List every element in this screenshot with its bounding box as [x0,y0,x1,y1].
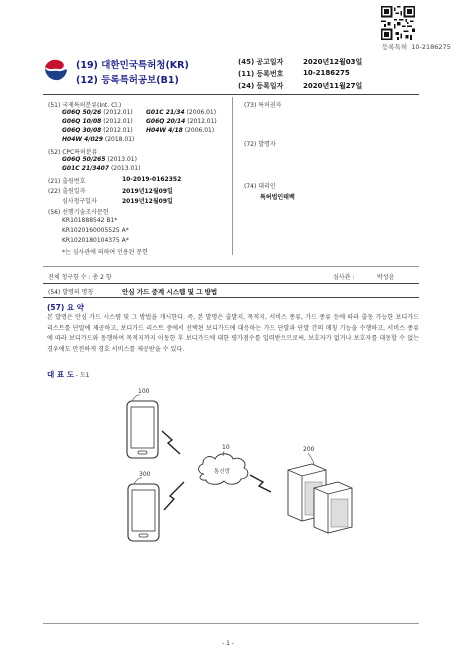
application-number-label: (21) 출원번호 [48,178,86,185]
exam-date: 2019년12월09일 [122,198,173,205]
column-divider [232,97,233,255]
ipc-date: (2012.01) [103,109,133,116]
leader-200 [308,453,314,464]
ipc-date: (2018.01) [104,136,135,143]
pub-date-code: (45) [238,58,255,66]
ipc-date: (2012.01) [187,118,217,125]
registration-header [382,42,451,51]
prior-art-label: (56) 선행기술조사문헌 [48,209,109,216]
publication-date-row [238,57,283,67]
application-date: 2019년12월09일 [122,188,173,195]
reg-number-label: 등록번호 [256,70,284,78]
ipc-code: G06Q 20/14 [146,118,186,125]
ipc-date: (2006.01) [184,127,215,134]
label-10: 10 [222,444,230,451]
title-top-divider [43,283,419,284]
representative-figure-label: 대 표 도 [47,370,74,379]
user-terminal [128,484,159,541]
page-number: - 1 - [222,640,234,647]
invention-title-label: (54) 발명의 명칭 [48,289,94,296]
wireless-link-user [164,482,184,510]
wireless-link-guard [162,431,180,454]
pub-date-label: 공고일자 [256,58,284,66]
claims-top-divider [43,266,419,267]
inventor-label: (72) 발명자 [244,141,276,148]
reg-number-code: (11) [238,70,255,78]
ipc-code: G01C 21/34 [146,109,185,116]
reg-date-value: 2020년11월27일 [303,82,363,90]
abstract-text: 본 발명은 안심 가드 시스템 및 그 방법을 개시한다. 즉, 본 발명은 출발지, 목적지, 서비스 종류, 가드 종류 등에 따라 출동 가능한 보디가드 리스트를 단말에 제공하고, 보디가드 리스트 중에서 선택된 보디가드에 대응하는 가드 단말과 단말 간의 매칭 기능을 수행하고, 서비스 종류에 따라 보디가드와 동행하여 목적지까지 이동한 후 보디가드에 대한 평가점수를 입력받으므로써, 보호자가 없거나 보호자를 대동할 수 없는 경우에도 안전하게 경호 서비스를 제공받을 수 있다. [47,314,419,353]
registration-label: 등록특허 [382,43,408,51]
footer-divider [43,623,419,624]
examiner-name: 박성윤 [377,274,395,281]
network-label: 통신망 [214,469,230,475]
ipc-label: (51) 국제특허분류(Int. Cl.) [48,102,122,109]
ipc-row [146,109,216,116]
cpc-date: (2013.01) [107,156,137,163]
abstract-heading: (57) 요 약 [47,303,85,312]
ipc-code: H04W 4/029 [62,136,103,143]
guard-terminal [127,401,158,458]
server [288,464,352,533]
agent-label: (74) 대리인 [244,183,276,190]
cpc-date: (2013.01) [110,165,141,172]
registration-number: 10-2186275 [411,43,451,51]
representative-figure [47,369,90,380]
ipc-row [62,127,133,134]
ipc-code: H04W 4/18 [146,127,183,134]
government-emblem [43,56,69,82]
ipc-date: (2012.01) [103,118,133,125]
ipc-date: (2012.01) [103,127,133,134]
header-divider [43,94,419,95]
ipc-code: G06Q 10/08 [62,118,102,125]
cpc-label: (52) CPC특허분류 [48,149,98,156]
qr-code [381,6,415,40]
cpc-row [62,165,140,172]
cpc-code: G01C 21/3407 [62,165,110,172]
agent-name: 특허법인태백 [260,194,295,201]
invention-title: 안심 가드 중계 시스템 및 그 방법 [122,288,218,296]
office-title: (19) 대한민국특허청(KR) [76,60,189,71]
examiner-label: 심사관 : [333,274,355,281]
application-number: 10-2019-0162352 [122,176,182,183]
pub-date-value: 2020년12월03일 [303,58,363,66]
ipc-code: G06Q 50/26 [62,109,102,116]
ipc-date: (2006.01) [186,109,217,116]
publication-type: (12) 등록특허공보(B1) [76,75,179,86]
label-300: 300 [139,471,151,478]
patentee-label: (73) 특허권자 [244,102,282,109]
label-200: 200 [303,446,315,453]
cpc-code: G06Q 50/265 [62,156,106,163]
ipc-code: G06Q 30/08 [62,127,102,134]
reg-number-value: 10-2186275 [303,69,350,77]
cpc-row [62,156,137,163]
reg-date-label: 등록일자 [256,82,284,90]
ipc-row [62,136,134,143]
registration-number-row [238,69,283,79]
leader-100 [132,395,140,401]
leader-300 [134,478,142,484]
ipc-row [62,109,133,116]
ipc-row [62,118,133,125]
total-claims: 전체 청구항 수 : 총 2 항 [48,274,112,281]
ipc-row [146,127,214,134]
title-bottom-divider [43,297,419,298]
application-date-label: (22) 출원일자 [48,188,86,195]
registration-date-row [238,81,283,91]
prior-art-doc: KR1020160005525 A* [62,227,129,234]
system-diagram [100,382,370,587]
ipc-row [146,118,217,125]
prior-art-doc: KR101888542 B1* [62,217,118,224]
representative-figure-number: - 도1 [75,372,90,379]
wireless-link-server [250,475,271,492]
reg-date-code: (24) [238,82,255,90]
exam-date-label: 심사청구일자 [62,198,97,205]
label-100: 100 [138,388,150,395]
prior-art-note: *는 심사관에 의하여 인용된 문헌 [62,249,148,256]
prior-art-doc: KR1020180104375 A* [62,237,129,244]
